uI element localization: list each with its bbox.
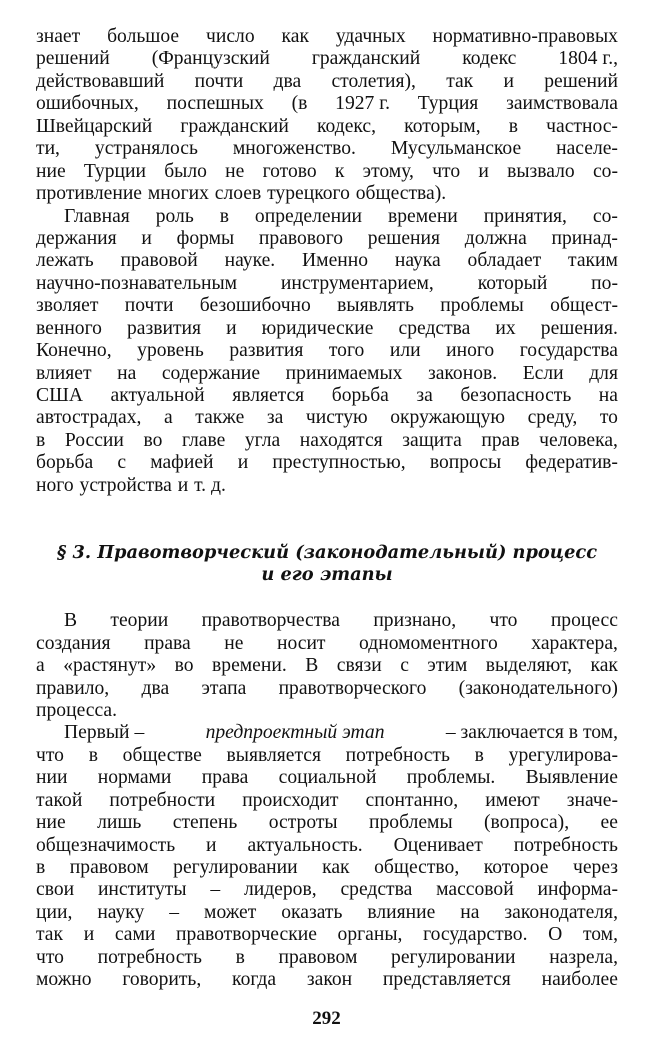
word: число bbox=[206, 26, 255, 47]
text-line bbox=[36, 452, 618, 474]
word: носит bbox=[276, 632, 326, 654]
word: преступностью, bbox=[272, 452, 406, 474]
word: права bbox=[201, 767, 249, 789]
word: правового bbox=[258, 227, 344, 249]
word: к bbox=[334, 160, 345, 182]
word: правовом bbox=[69, 857, 149, 878]
word: остроты bbox=[268, 812, 338, 834]
text-line bbox=[36, 385, 618, 407]
word: и bbox=[206, 834, 217, 856]
word: роль bbox=[155, 205, 194, 227]
text-line bbox=[36, 250, 618, 272]
word: общество, bbox=[374, 857, 460, 878]
word: и bbox=[141, 227, 152, 249]
word: ние bbox=[36, 812, 66, 834]
word: нормами bbox=[97, 767, 172, 789]
word: человека, bbox=[539, 429, 618, 451]
word: как bbox=[322, 857, 350, 878]
word: нии bbox=[36, 767, 68, 789]
word: законодателя, bbox=[504, 901, 618, 923]
paragraph-4 bbox=[36, 722, 618, 991]
text-line bbox=[36, 745, 618, 767]
word: проблемы bbox=[440, 295, 524, 317]
word: государство. bbox=[423, 924, 528, 946]
word: наука bbox=[394, 250, 441, 272]
word: одномоментного bbox=[359, 632, 498, 654]
word: Оценивает bbox=[393, 834, 483, 856]
word: значе- bbox=[566, 789, 618, 811]
word: в bbox=[474, 744, 484, 766]
word: то bbox=[599, 407, 618, 429]
word: должна bbox=[464, 227, 527, 249]
text-line bbox=[36, 318, 618, 340]
word: Мусульманское bbox=[390, 138, 522, 160]
word: уровень bbox=[137, 340, 204, 362]
word: знает bbox=[36, 26, 81, 47]
word: можно bbox=[36, 969, 92, 991]
word: ее bbox=[600, 812, 618, 834]
word: 1927 г. bbox=[335, 93, 390, 115]
word: В bbox=[64, 610, 78, 632]
word: решения. bbox=[540, 317, 618, 339]
word: ние bbox=[36, 160, 66, 182]
word: актуальность. bbox=[247, 834, 363, 856]
word: действовавший bbox=[36, 70, 165, 92]
word: в bbox=[508, 115, 519, 137]
word: потребность bbox=[513, 834, 618, 856]
word: правило, bbox=[36, 677, 110, 699]
word: что bbox=[36, 744, 64, 766]
text-line bbox=[36, 969, 618, 991]
word: кодекс, bbox=[316, 115, 377, 137]
word: развития bbox=[127, 317, 202, 339]
text-line bbox=[36, 633, 618, 655]
word: защита bbox=[402, 429, 462, 451]
text-line bbox=[36, 93, 618, 115]
word: в bbox=[36, 429, 46, 451]
word: закон bbox=[306, 969, 353, 991]
word: или bbox=[389, 340, 421, 362]
word: регулировании bbox=[173, 857, 298, 878]
word: принад- bbox=[551, 227, 618, 249]
word: турецкого bbox=[267, 183, 350, 205]
word: устройства bbox=[79, 474, 172, 496]
word: и bbox=[503, 70, 514, 92]
word: такой bbox=[36, 789, 83, 811]
word: который bbox=[477, 272, 548, 294]
text-line bbox=[36, 700, 618, 722]
word: было bbox=[164, 160, 207, 182]
word: общест- bbox=[550, 295, 618, 317]
word: населе- bbox=[556, 138, 618, 160]
word: и bbox=[237, 452, 249, 474]
word: и bbox=[83, 924, 95, 946]
word: развития bbox=[229, 340, 304, 362]
text-line bbox=[36, 924, 618, 946]
text-line bbox=[36, 228, 618, 250]
word: безопасность bbox=[460, 385, 572, 406]
word: того bbox=[328, 340, 365, 362]
word: массовой bbox=[436, 879, 514, 901]
word: выявляется bbox=[226, 744, 321, 766]
word: – bbox=[210, 879, 221, 901]
word: правовом bbox=[278, 946, 358, 968]
text-line bbox=[36, 273, 618, 295]
word: проблемы bbox=[369, 812, 453, 834]
word: характера, bbox=[531, 632, 618, 654]
word: два bbox=[141, 677, 170, 699]
word: решения bbox=[367, 227, 441, 249]
text-line bbox=[36, 206, 618, 228]
word: в bbox=[219, 205, 229, 227]
text-line bbox=[36, 678, 618, 700]
word: этапа bbox=[201, 677, 247, 699]
paragraph-3 bbox=[36, 610, 618, 722]
word: институты bbox=[97, 879, 187, 901]
word: зволяет bbox=[36, 295, 99, 317]
text-line bbox=[36, 655, 618, 677]
word: лежать bbox=[36, 250, 94, 272]
word: многоженство. bbox=[232, 138, 356, 160]
word: вопросы bbox=[429, 452, 502, 474]
word: не bbox=[225, 160, 245, 182]
word: принимаемых bbox=[285, 362, 403, 384]
word: содержание bbox=[161, 362, 261, 384]
word: права bbox=[144, 632, 191, 654]
word: и bbox=[478, 160, 489, 182]
word: два bbox=[273, 70, 302, 92]
word: потребность bbox=[345, 744, 450, 766]
word: Именно bbox=[302, 250, 369, 272]
word: на bbox=[117, 362, 137, 384]
word: в bbox=[36, 857, 46, 878]
word: поспешных bbox=[166, 93, 264, 115]
word: мафией bbox=[150, 452, 214, 474]
word: информа- bbox=[537, 879, 618, 901]
word: науку bbox=[97, 901, 145, 923]
word: угла bbox=[244, 429, 281, 451]
word: почти bbox=[194, 70, 244, 92]
word: законов. bbox=[427, 362, 498, 384]
word: когда bbox=[232, 969, 277, 991]
word: противление bbox=[36, 183, 143, 205]
word: со- bbox=[592, 205, 618, 227]
word: происходит bbox=[242, 789, 339, 811]
text-line bbox=[36, 430, 618, 452]
word: борьба bbox=[36, 452, 94, 474]
word: по- bbox=[591, 272, 618, 294]
word: с bbox=[400, 655, 409, 677]
word: юридические bbox=[261, 317, 374, 339]
text-line bbox=[36, 71, 618, 93]
text-line bbox=[36, 879, 618, 901]
word: общества). bbox=[355, 183, 447, 205]
word: что bbox=[36, 946, 64, 968]
word: автострадах, bbox=[36, 407, 142, 429]
word: В bbox=[305, 655, 319, 677]
word: – заключается в том, bbox=[445, 722, 618, 744]
word: времени. bbox=[212, 655, 287, 677]
word: проблемы. bbox=[406, 767, 496, 789]
text-line bbox=[36, 161, 618, 183]
section-heading-line-2: и его этапы bbox=[261, 564, 393, 586]
word: правотворчества bbox=[201, 610, 340, 632]
word: России bbox=[64, 429, 124, 451]
word: этому, bbox=[362, 160, 414, 182]
word: ошибочных, bbox=[36, 93, 139, 115]
word: решений bbox=[544, 70, 618, 92]
word: потребность bbox=[97, 946, 202, 968]
word: Конечно, bbox=[36, 340, 112, 362]
word: актуальной bbox=[110, 385, 205, 406]
text-line bbox=[36, 295, 618, 317]
word: нормативно-правовых bbox=[432, 26, 618, 47]
word: потребности bbox=[109, 789, 216, 811]
word: средства bbox=[398, 317, 471, 339]
word: многих bbox=[147, 183, 209, 205]
page-text bbox=[36, 26, 618, 992]
word: их bbox=[495, 317, 516, 339]
word: во bbox=[143, 429, 163, 451]
word: Если bbox=[522, 362, 564, 384]
word: ции, bbox=[36, 901, 73, 923]
word: как bbox=[281, 26, 309, 47]
word: спонтанно, bbox=[365, 789, 459, 811]
word: которым, bbox=[404, 115, 481, 137]
word: научно-познавательным bbox=[36, 272, 238, 294]
word: органы, bbox=[337, 924, 403, 946]
word: представляется bbox=[382, 969, 511, 991]
word: безошибочно bbox=[199, 295, 311, 317]
word: находятся bbox=[299, 429, 383, 451]
word: во bbox=[174, 655, 194, 677]
word: может bbox=[204, 901, 257, 923]
word: ного bbox=[36, 474, 74, 496]
word: сами bbox=[114, 924, 156, 946]
word: федератив- bbox=[525, 452, 618, 474]
text-line bbox=[36, 340, 618, 362]
word: теории bbox=[110, 610, 169, 632]
word: государства bbox=[519, 340, 618, 362]
word: кодекс bbox=[462, 48, 517, 70]
word: на bbox=[460, 901, 480, 923]
word: назрела, bbox=[549, 946, 618, 968]
word: которое bbox=[483, 857, 549, 878]
word: чистую bbox=[305, 407, 368, 429]
word: что bbox=[489, 610, 518, 632]
word: готово bbox=[262, 160, 317, 182]
word: определении bbox=[254, 205, 363, 227]
word: вызвало bbox=[507, 160, 575, 182]
word: ти, bbox=[36, 138, 60, 160]
word: 1804 г., bbox=[558, 48, 618, 70]
text-line bbox=[36, 407, 618, 429]
word: слоев bbox=[214, 183, 262, 205]
text-line bbox=[36, 812, 618, 834]
text-line bbox=[36, 116, 618, 138]
text-line bbox=[36, 722, 618, 744]
word: среду, bbox=[527, 407, 578, 429]
text-line bbox=[36, 835, 618, 857]
word: со- bbox=[592, 160, 618, 182]
word: процесс bbox=[550, 610, 618, 632]
word: за bbox=[266, 407, 284, 429]
word: за bbox=[416, 385, 433, 406]
text-line bbox=[36, 183, 618, 205]
text-line bbox=[36, 902, 618, 924]
word: в bbox=[88, 744, 98, 766]
section-heading bbox=[36, 542, 618, 586]
word: наиболее bbox=[541, 969, 618, 991]
word: свои bbox=[36, 879, 75, 901]
word: главе bbox=[181, 429, 226, 451]
word: степень bbox=[172, 812, 238, 834]
word: США bbox=[36, 385, 83, 406]
text-line bbox=[36, 947, 618, 969]
text-line bbox=[36, 790, 618, 812]
word: Первый – bbox=[64, 722, 145, 744]
word: является bbox=[232, 385, 305, 406]
word: гражданский bbox=[311, 48, 421, 70]
word: выделяют, bbox=[485, 655, 572, 677]
word: времени bbox=[387, 205, 458, 227]
word: что bbox=[432, 160, 461, 182]
word: борьба bbox=[331, 385, 389, 406]
word: обладает bbox=[467, 250, 542, 272]
word: имеют bbox=[485, 789, 540, 811]
word: влияние bbox=[367, 901, 436, 923]
word: Турция bbox=[417, 93, 479, 115]
word: также bbox=[195, 407, 245, 429]
word: том, bbox=[582, 924, 618, 946]
word: правовой bbox=[120, 250, 198, 272]
word: процесса. bbox=[36, 699, 117, 721]
text-line bbox=[36, 610, 618, 632]
word: влияет bbox=[36, 362, 92, 384]
word: правотворческие bbox=[176, 924, 317, 946]
page-number: 292 bbox=[312, 1008, 341, 1029]
text-line bbox=[36, 138, 618, 160]
word: инструментарием, bbox=[280, 272, 434, 294]
word: социальной bbox=[278, 767, 377, 789]
word: (вопроса), bbox=[484, 812, 570, 834]
word: – bbox=[169, 901, 180, 923]
word: через bbox=[572, 857, 618, 878]
word: выявлять bbox=[337, 295, 414, 317]
word: Турции bbox=[83, 160, 146, 182]
italic-term: предпроектный этап bbox=[205, 722, 385, 744]
word: таким bbox=[568, 250, 618, 272]
word: венного bbox=[36, 317, 102, 339]
word: Главная bbox=[64, 205, 130, 227]
word: признано, bbox=[373, 610, 457, 632]
word: оказать bbox=[281, 901, 343, 923]
word: (Французский bbox=[151, 48, 270, 70]
paragraph-2 bbox=[36, 206, 618, 498]
word: держания bbox=[36, 227, 117, 249]
word: урегулирова- bbox=[508, 744, 618, 766]
word: прав bbox=[481, 429, 520, 451]
word: в bbox=[235, 946, 245, 968]
word: частнос- bbox=[546, 115, 618, 137]
word: средства bbox=[340, 879, 413, 901]
word: (законодательного) bbox=[458, 677, 618, 699]
word: гражданский bbox=[180, 115, 289, 137]
word: устранялось bbox=[94, 138, 198, 160]
word: создания bbox=[36, 632, 111, 654]
word: иного bbox=[446, 340, 495, 362]
word: и bbox=[226, 317, 237, 339]
word: регулировании bbox=[391, 946, 516, 968]
word: решений bbox=[36, 48, 110, 70]
text-line bbox=[36, 48, 618, 70]
word: О bbox=[548, 924, 563, 946]
word: как bbox=[590, 655, 618, 677]
text-line bbox=[36, 857, 618, 879]
word: удачных bbox=[335, 26, 406, 47]
word: связи bbox=[336, 655, 382, 677]
section-heading-line-1: § 3. Правотворческий (законодательный) процесс bbox=[56, 542, 598, 564]
word: окружающую bbox=[390, 407, 506, 429]
word: а bbox=[36, 655, 45, 677]
word: формы bbox=[176, 227, 235, 249]
word: этим bbox=[427, 655, 468, 677]
word: не bbox=[224, 632, 244, 654]
word: говорить, bbox=[122, 969, 202, 991]
word: так bbox=[446, 70, 474, 92]
text-line bbox=[36, 767, 618, 789]
word: принятия, bbox=[483, 205, 567, 227]
word: (в bbox=[291, 93, 308, 115]
word: Швейцарский bbox=[36, 115, 153, 137]
text-line bbox=[36, 475, 618, 497]
text-line bbox=[36, 26, 618, 48]
word: с bbox=[117, 452, 127, 474]
word: столетия), bbox=[331, 70, 416, 92]
word: науке. bbox=[224, 250, 276, 272]
word: так bbox=[36, 924, 64, 946]
word: т. д. bbox=[194, 474, 226, 496]
paragraph-1 bbox=[36, 26, 618, 206]
text-line bbox=[36, 363, 618, 385]
word: лишь bbox=[97, 812, 142, 834]
word: обществе bbox=[122, 744, 202, 766]
word: для bbox=[589, 362, 618, 384]
word: большое bbox=[107, 26, 180, 47]
word: правотворческого bbox=[278, 677, 427, 699]
word: общезначимость bbox=[36, 834, 176, 856]
word: Выявление bbox=[525, 767, 618, 789]
word: «растянут» bbox=[63, 655, 157, 677]
word: почти bbox=[124, 295, 174, 317]
word: а bbox=[163, 407, 173, 429]
word: на bbox=[598, 385, 618, 406]
word: лидеров, bbox=[243, 879, 317, 901]
word: заимствовала bbox=[506, 93, 618, 115]
word: и bbox=[177, 474, 189, 496]
